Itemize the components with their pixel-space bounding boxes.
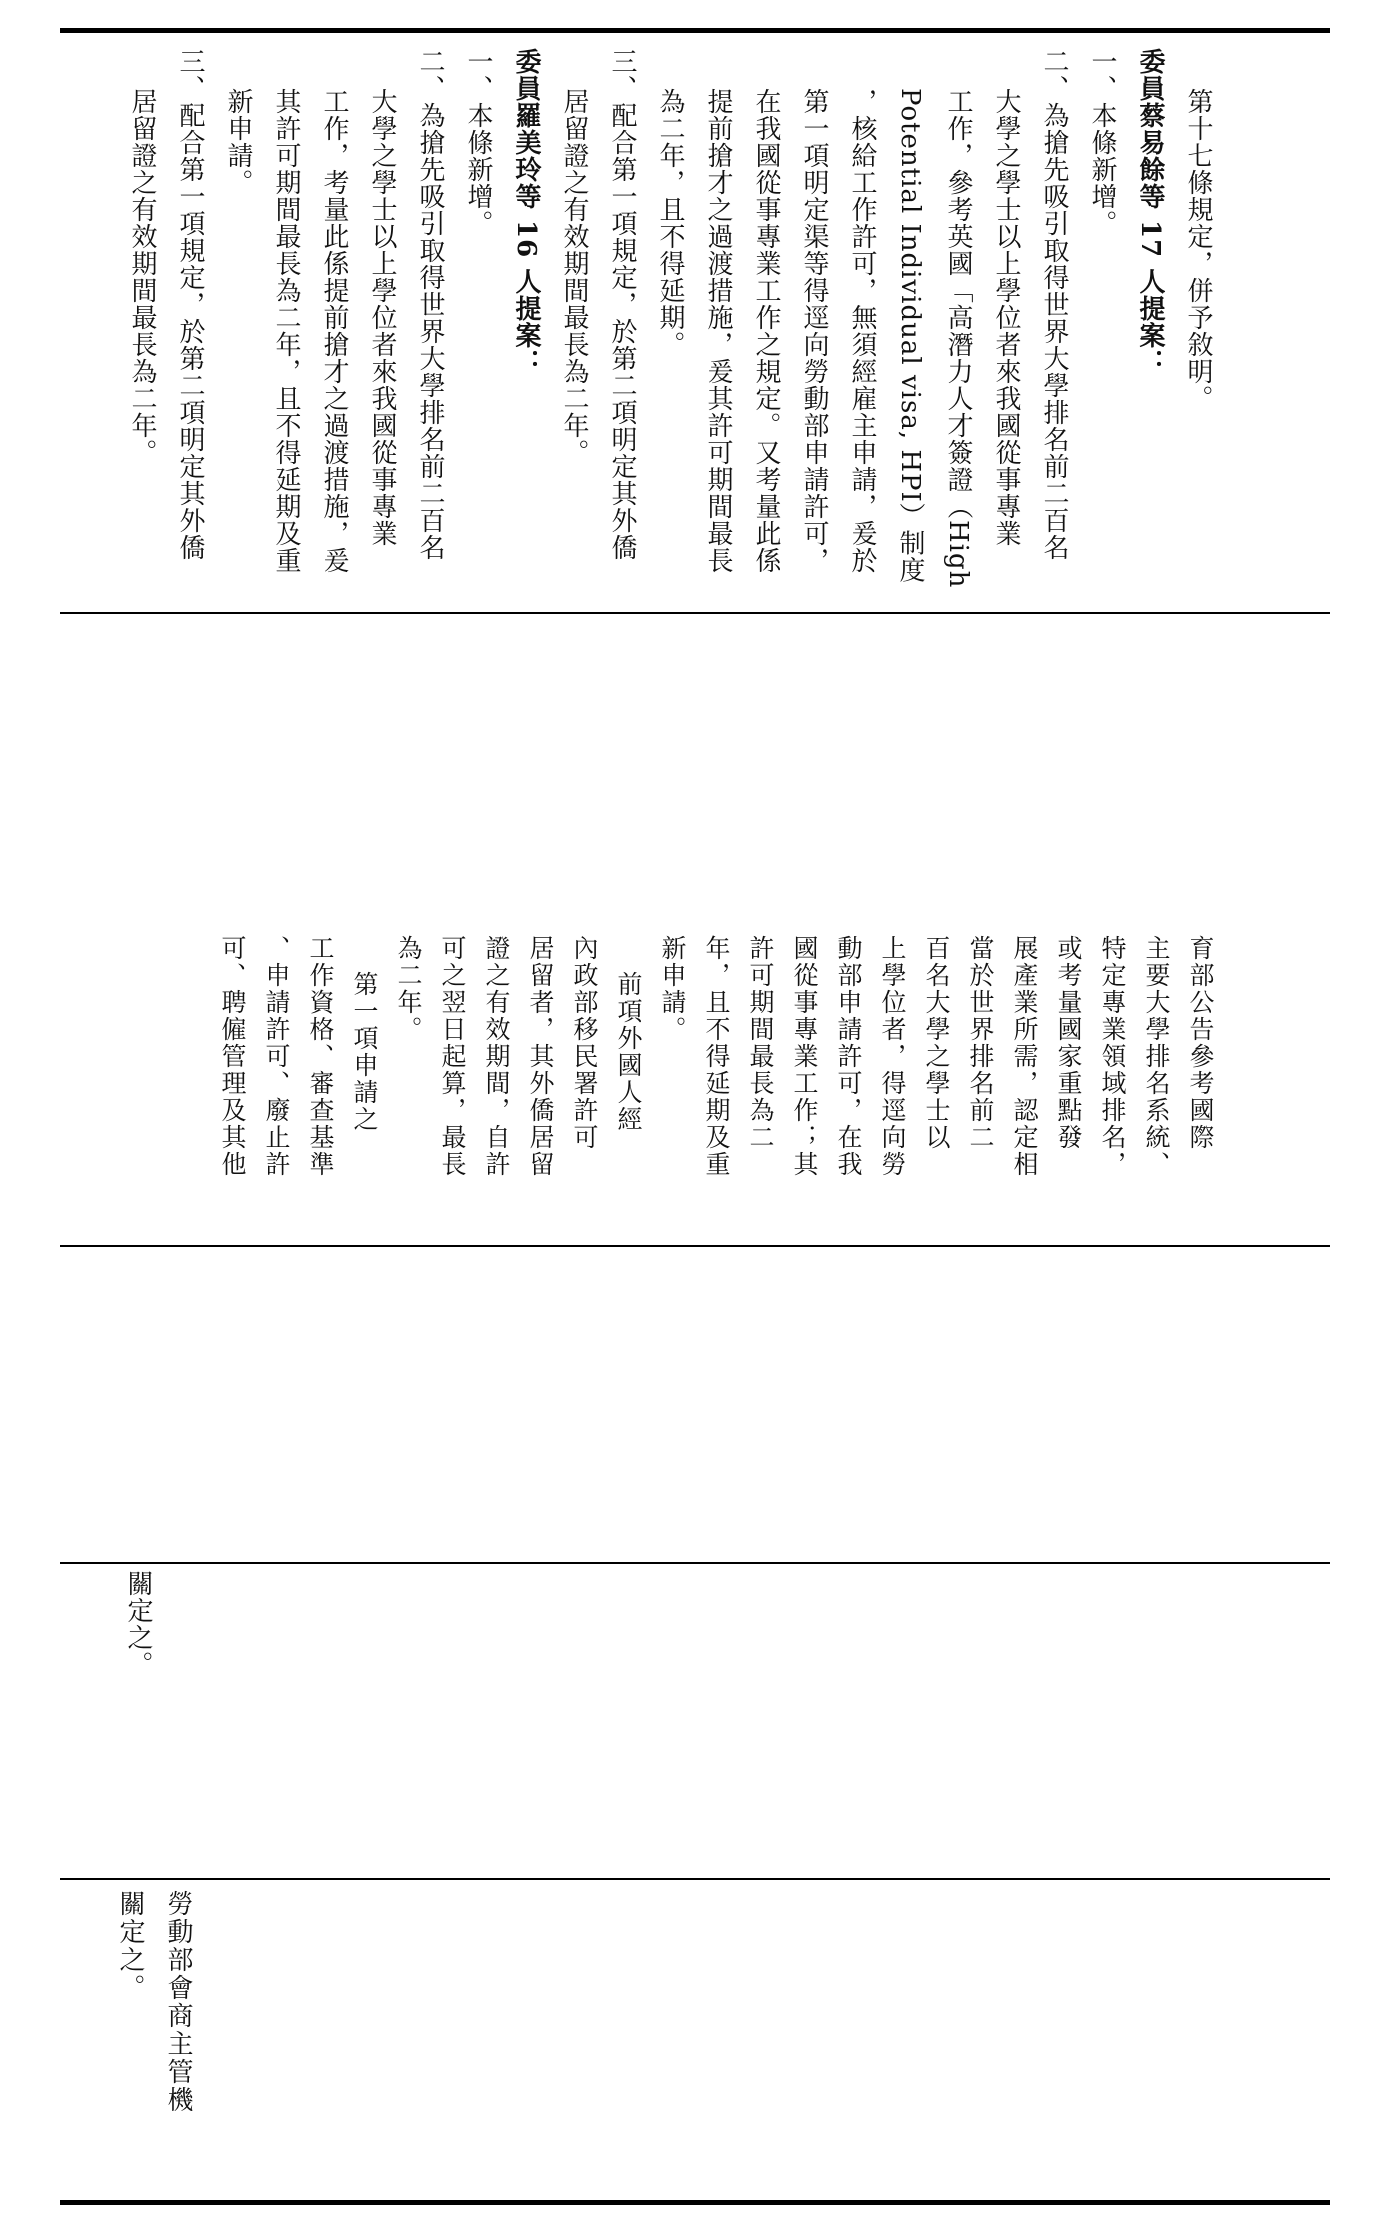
text-line: ，核給工作許可，無須經雇主申請，爰於 (847, 88, 877, 574)
row-divider (60, 1878, 1330, 1880)
proposal-heading: 委員羅美玲等 16 人提案： (511, 48, 541, 377)
text-line: 第一項申請之 (350, 971, 379, 1133)
text-line: 為二年，且不得延期。 (655, 88, 685, 358)
text-line: 內政部移民署許可 (570, 935, 599, 1151)
text-line: 新申請。 (658, 935, 687, 1043)
text-line: 關定之。 (115, 1890, 145, 2002)
text-line: 百名大學之學士以 (922, 935, 951, 1151)
original-text-cell (82, 1890, 202, 2190)
text-line: 動部申請許可，在我 (834, 935, 863, 1178)
row-divider (60, 612, 1330, 614)
text-line: 一、本條新增。 (463, 48, 493, 237)
text-line: 居留證之有效期間最長為二年。 (127, 88, 157, 466)
text-line: 居留者，其外僑居留 (526, 935, 555, 1178)
text-line: 三、配合第一項規定，於第二項明定其外僑 (607, 48, 637, 561)
text-line: 或考量國家重點發 (1054, 935, 1083, 1151)
text-line: 國從事專業工作；其 (790, 935, 819, 1178)
text-line: 二、為搶先吸引取得世界大學排名前二百名 (415, 48, 445, 561)
text-line: 可、聘僱管理及其他 (218, 935, 247, 1178)
text-line: 大學之學士以上學位者來我國從事專業 (991, 88, 1021, 547)
text-line: 特定專業領域排名， (1098, 935, 1127, 1178)
proposal-heading: 委員蔡易餘等 17 人提案： (1135, 48, 1165, 377)
text-line: 關定之。 (123, 1570, 153, 1678)
current-law-cell (82, 1570, 162, 1870)
text-line: 為二年。 (394, 935, 423, 1043)
top-border (60, 28, 1330, 33)
text-line: 證之有效期間，自許 (482, 935, 511, 1178)
row-divider (60, 1562, 1330, 1564)
row-divider (60, 1245, 1330, 1247)
text-line: 大學之學士以上學位者來我國從事專業 (367, 88, 397, 547)
text-line: 三、配合第一項規定，於第二項明定其外僑 (175, 48, 205, 561)
text-line: 工作，考量此係提前搶才之過渡措施，爰 (319, 88, 349, 574)
text-line: 其許可期間最長為二年，且不得延期及重 (271, 88, 301, 574)
text-line: 、申請許可、廢止許 (262, 935, 291, 1178)
text-line: 工作，參考英國「高潛力人才簽證（High (943, 88, 973, 589)
text-line: 第十七條規定，併予敘明。 (1183, 88, 1213, 412)
text-line: Potential Individual visa, HPI）制度 (895, 88, 925, 584)
text-line: 二、為搶先吸引取得世界大學排名前二百名 (1039, 48, 1069, 561)
text-line: 在我國從事專業工作之規定。又考量此係 (751, 88, 781, 574)
article-text-cell (82, 935, 1222, 1235)
text-line: 上學位者，得逕向勞 (878, 935, 907, 1178)
bottom-border (60, 2200, 1330, 2205)
text-line: 許可期間最長為二 (746, 935, 775, 1151)
text-line: 年，且不得延期及重 (702, 935, 731, 1178)
text-line: 主要大學排名系統、 (1142, 935, 1171, 1178)
text-line: 新申請。 (223, 88, 253, 196)
text-line: 勞動部會商主管機 (163, 1890, 193, 2114)
text-line: 工作資格、審查基準 (306, 935, 335, 1178)
text-line: 當於世界排名前二 (966, 935, 995, 1151)
text-line: 育部公告參考國際 (1186, 935, 1215, 1151)
text-line: 前項外國人經 (614, 971, 643, 1133)
text-line: 居留證之有效期間最長為二年。 (559, 88, 589, 466)
text-line: 提前搶才之過渡措施，爰其許可期間最長 (703, 88, 733, 574)
text-line: 第一項明定渠等得逕向勞動部申請許可， (799, 88, 829, 574)
text-line: 可之翌日起算，最長 (438, 935, 467, 1178)
text-line: 一、本條新增。 (1087, 48, 1117, 237)
explanation-cell (82, 48, 1222, 608)
text-line: 展產業所需，認定相 (1010, 935, 1039, 1178)
